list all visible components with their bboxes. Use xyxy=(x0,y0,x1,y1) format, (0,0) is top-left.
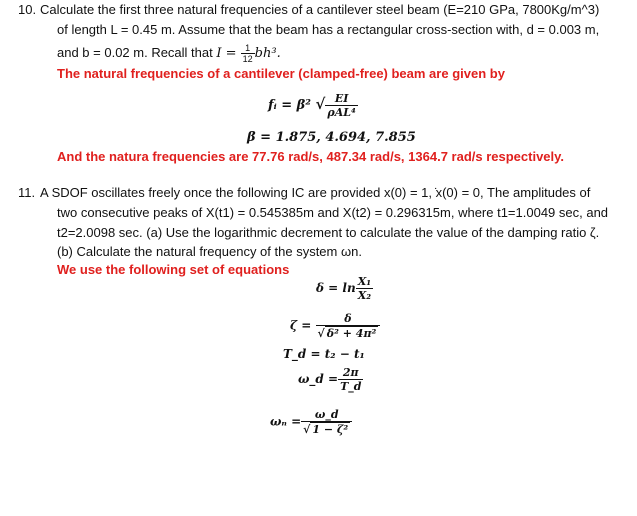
q11-eq-damped-frequency: ω_d = $\frac{2\pi}{T\_d}$ xyxy=(298,366,362,393)
q11-eq-damped-period: T_d = t₂ − t₁ xyxy=(283,347,365,361)
q11-eq-damping-ratio: ζ = $\frac{\delta}{\text{√ δ² + 4π²}}$ xyxy=(290,312,380,340)
q11-eq-log-decrement: δ = ln $\frac{\text{X₁}}{\text{X₂}}$ xyxy=(316,275,372,302)
q10-text-line3 xyxy=(57,43,281,64)
q10-frequency-formula: fᵢ = β² √ $\frac{EI}{\text{ρAL⁴}}$ xyxy=(268,92,356,119)
q10-inertia-expr: bh³. xyxy=(254,45,281,61)
q10-recall-text: and b = 0.02 m. Recall that xyxy=(57,44,213,60)
q11-text-line4: (b) Calculate the natural frequency of the system ωn. xyxy=(57,244,362,259)
q10-inertia-label: I = xyxy=(216,45,241,61)
q11-number: 11. xyxy=(18,185,36,200)
q11-answer-intro: We use the following set of equations xyxy=(57,262,290,277)
q10-inertia-fraction: $\frac{1}{12}$ xyxy=(242,43,253,64)
q10-answer: And the natura frequencies are 77.76 rad/s, 487.34 rad/s, 1364.7 rad/s respectively. xyxy=(57,149,565,164)
q10-number: 10. xyxy=(18,2,37,17)
q11-text-line1: A SDOF oscillates freely once the following IC are provided x(0) = 1, ̇x(0) = 0, The amplitudes of xyxy=(40,185,591,200)
q10-answer-intro: The natural frequencies of a cantilever (clamped-free) beam are given by xyxy=(57,66,505,81)
q10-beta-values: β = 1.875, 4.694, 7.855 xyxy=(247,130,416,145)
q10-text-line1: Calculate the first three natural frequencies of a cantilever steel beam (E=210 GPa, 7800Kg/m^3) xyxy=(40,2,600,17)
q11-text-line3: t2=2.0098 sec. (a) Use the logarithmic decrement to calculate the value of the damping ratio ζ. xyxy=(57,225,600,240)
q11-text-line2: two consecutive peaks of X(t1) = 0.545385m and X(t2) = 0.296315m, where t1=1.0049 sec, and xyxy=(57,205,609,220)
q10-text-line2: of length L = 0.45 m. Assume that the beam has a rectangular cross-section with, d = 0.003 m, xyxy=(57,22,600,37)
q11-eq-natural-frequency: ωₙ = $\frac{\omega\_d}{\text{√ 1 − ζ²}}$ xyxy=(270,408,352,436)
